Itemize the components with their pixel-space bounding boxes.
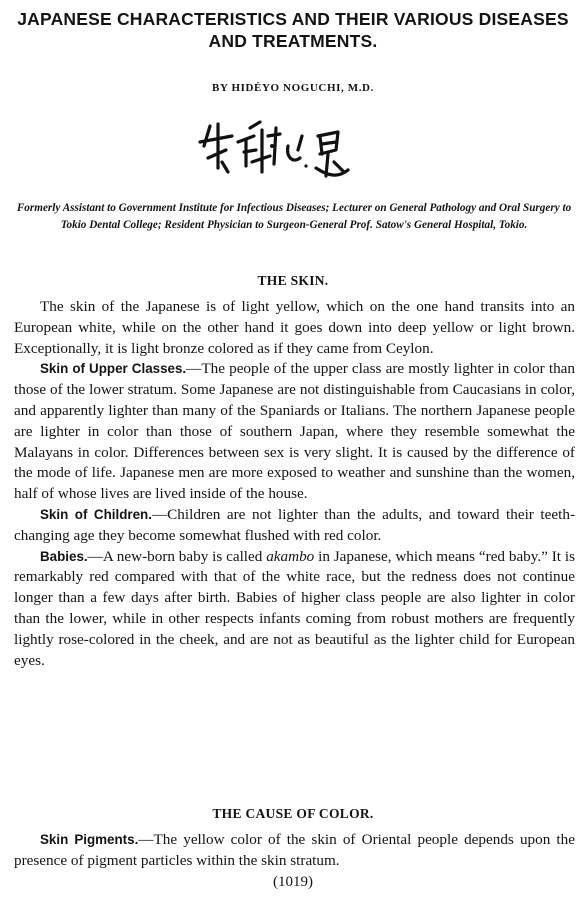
paragraph-skin-pigments: Skin Pigments.—The yellow color of the skin of Oriental people depends upon the presence of pigment particles within the skin stratum. <box>14 831 575 869</box>
paragraph-lead: Skin of Children. <box>40 506 152 522</box>
section-heading-cause-of-color: THE CAUSE OF COLOR. <box>212 806 374 821</box>
signature-icon <box>188 106 388 188</box>
section-heading-skin: THE SKIN. <box>257 273 329 288</box>
paragraph-intro: The skin of the Japanese is of light yellow, which on the one hand transits into an European white, while on the other hand it goes down into deep yellow or light brown. Exceptionally, it is light bronze colored as if they came from Ceylon. <box>14 298 575 357</box>
paragraph-upper-classes: Skin of Upper Classes.—The people of the upper class are mostly lighter in color than those of the lower stratum. Some Japanese are not distinguishable from Caucasians in color, and apparently lighter than many of the Spaniards or Italians. The northern Japanese people are lighter in color than those of southern Japan, where they resemble somewhat the Malayans in color. Differences between sex is very slight. It is caused by the difference of the mode of life. Japanese men are more exposed to weather and sunshine than the women, half of whose lives are lived inside of the house. <box>14 360 575 503</box>
section-body-skin <box>14 297 575 671</box>
paragraph-children: Skin of Children.—Children are not lighter than the adults, and toward their teeth-changing age they become somewhat flushed with red color. <box>14 505 575 544</box>
paragraph-lead: Skin of Upper Classes. <box>40 361 187 377</box>
author-byline: BY HIDÉYO NOGUCHI, M.D. <box>212 82 374 94</box>
section-body-cause-of-color <box>14 830 575 872</box>
paragraph-lead: Babies. <box>40 548 88 564</box>
italic-term: akambo <box>266 547 315 565</box>
page-number: (1019) <box>273 874 313 890</box>
paragraph-lead: Skin Pigments. <box>40 832 139 847</box>
article-title: JAPANESE CHARACTERISTICS AND THEIR VARIOUS DISEASES AND TREATMENTS. <box>17 9 569 51</box>
paragraph-babies: Babies.—A new-born baby is called akambo in Japanese, which means “red baby.” It is remarkably red compared with that of the white race, but the redness does not continue longer than a few days after birth. Babies of higher class people are also lighter in color than the lower, while in other respects infants coming from robust mothers are frequently lightly rose-colored in the cheek, and are not as beautiful as the lighter child for European eyes. <box>14 547 575 669</box>
author-affiliation: Formerly Assistant to Government Institute for Infectious Diseases; Lecturer on General Pathology and Oral Surgery to Tokio Dental College; Resident Physician to Surgeon-General Prof. Satow's General Hospital, Tokio. <box>16 202 572 231</box>
